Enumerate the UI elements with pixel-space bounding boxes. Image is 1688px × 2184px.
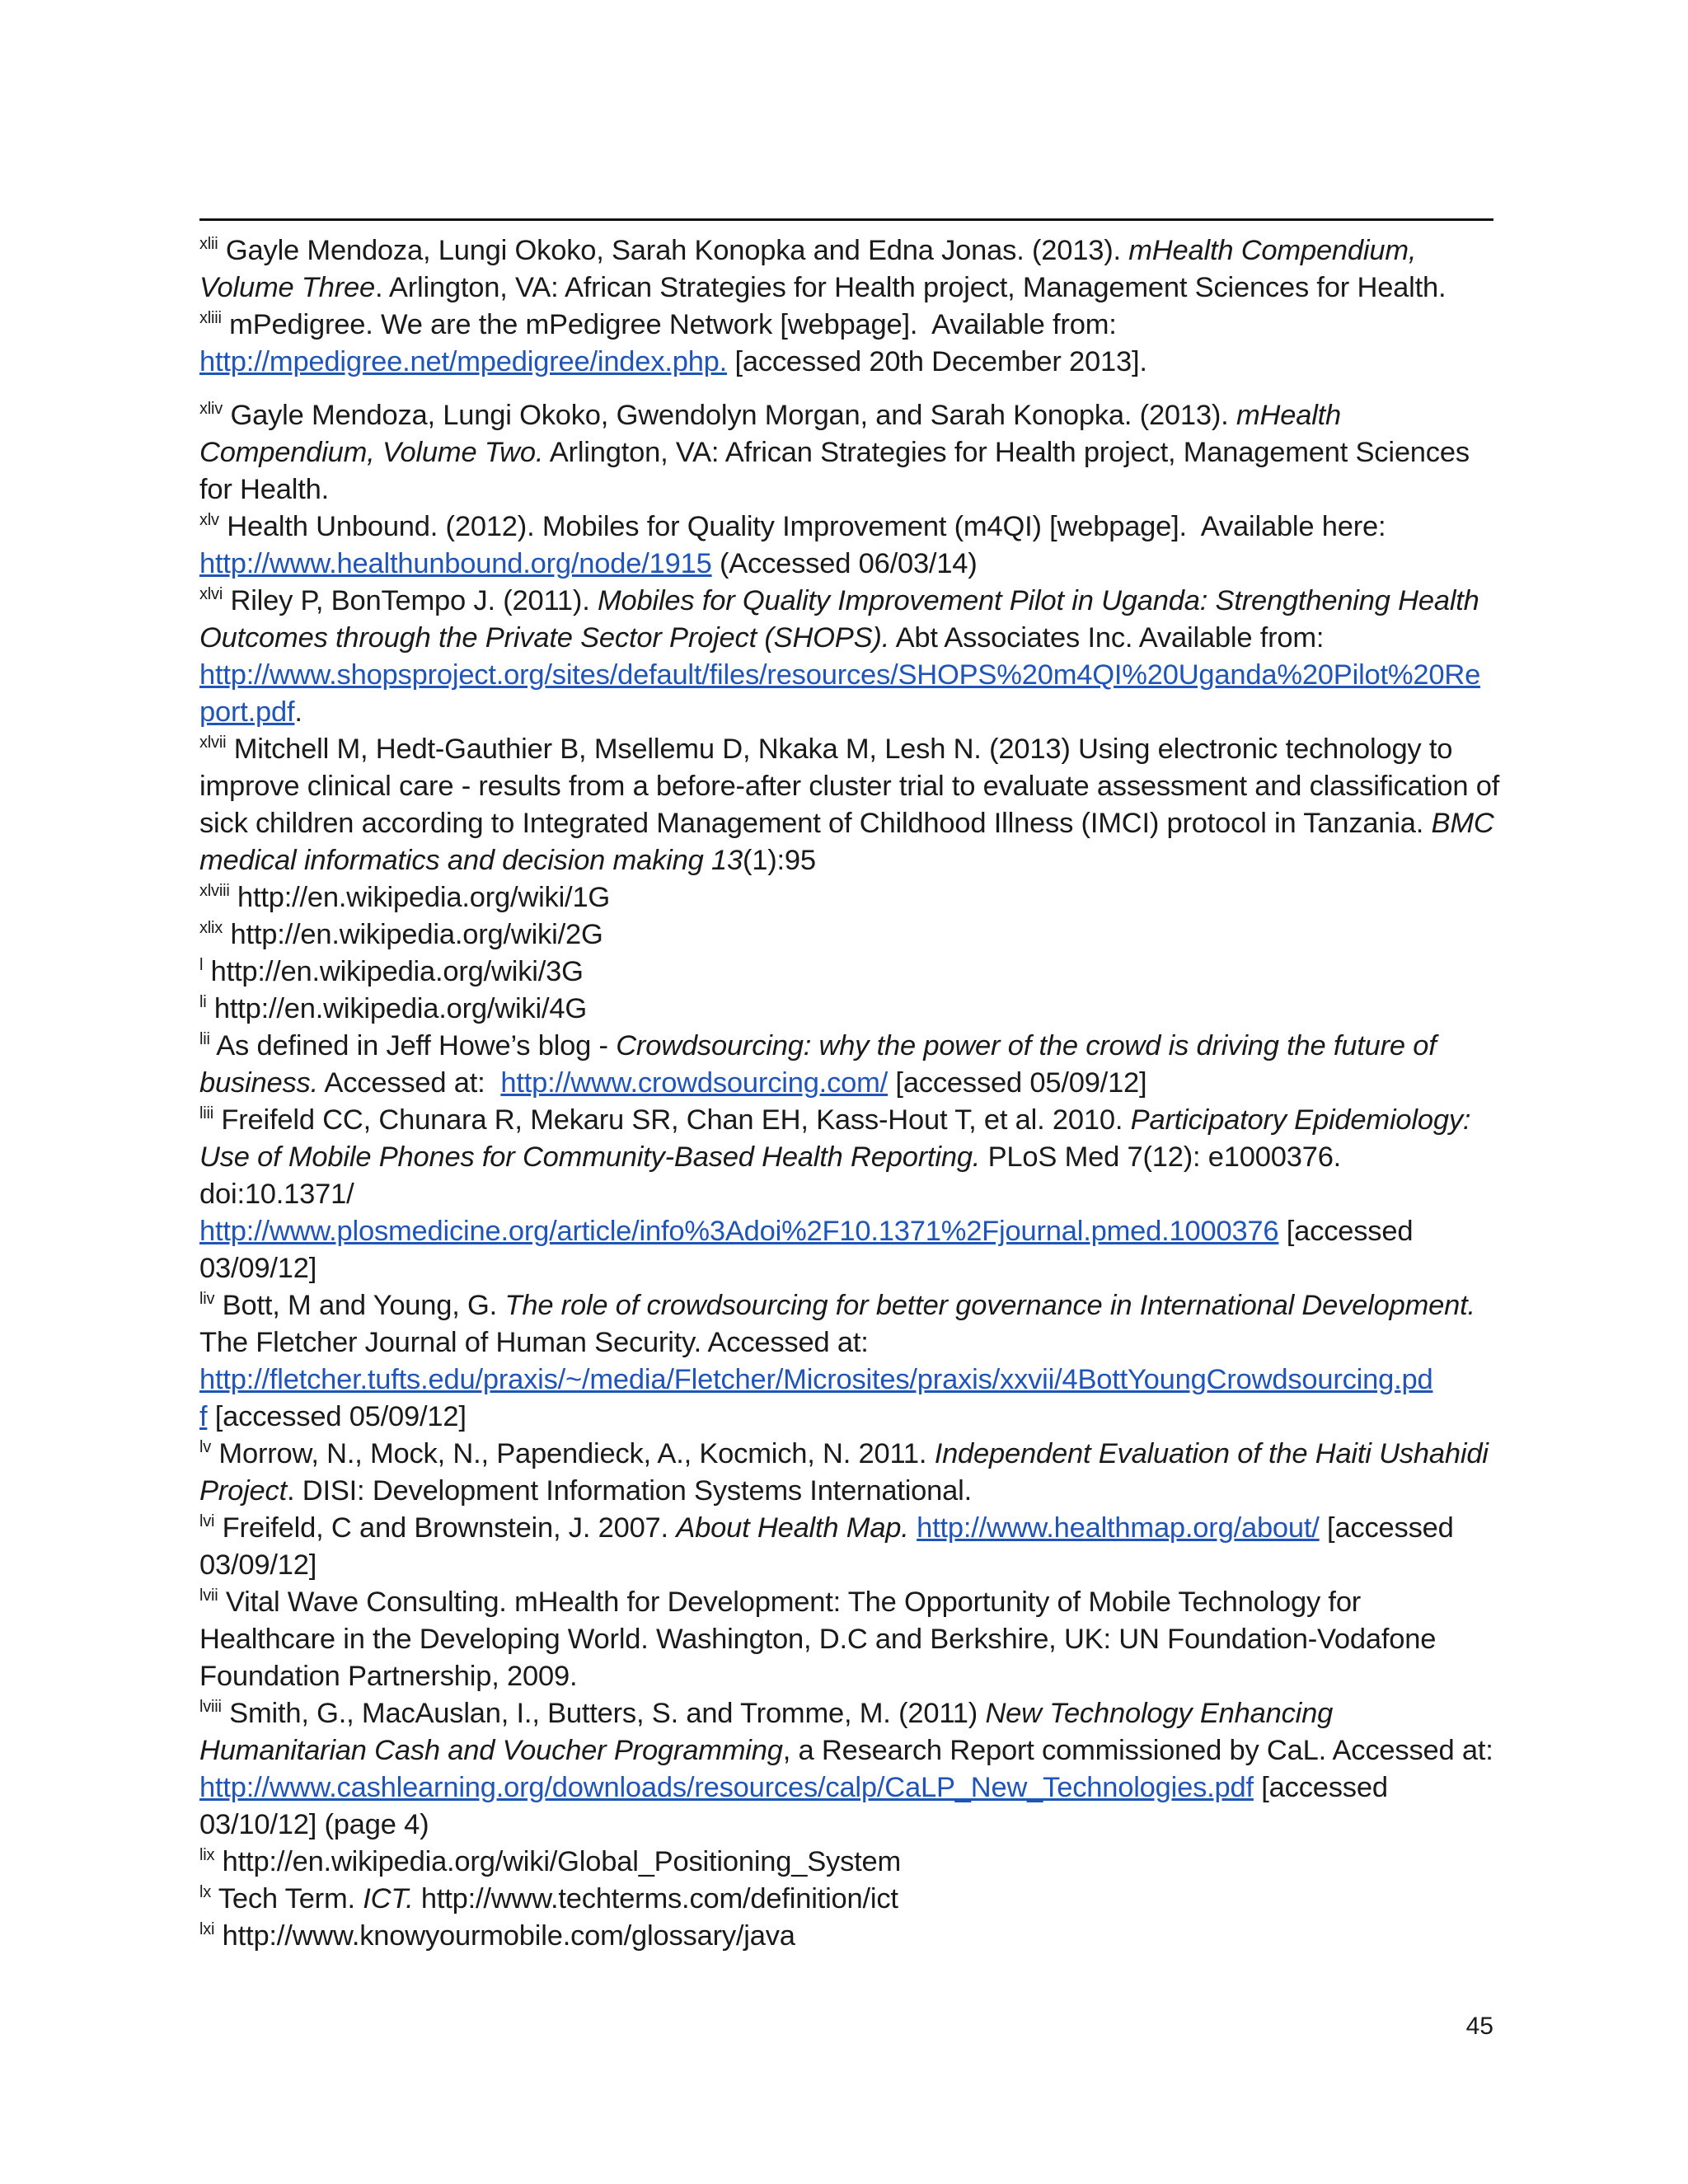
footnote-text: (1):95 (742, 845, 816, 876)
footnote-text: . DISI: Development Information Systems International. (286, 1475, 972, 1507)
footnote-text: , a Research Report commissioned by CaL. Accessed at: (782, 1735, 1501, 1766)
reference-link[interactable]: http://www.healthmap.org/about/ (917, 1512, 1320, 1544)
footnote-xlvii (199, 731, 1507, 879)
footnote-marker: lv (199, 1438, 212, 1456)
footnote-text: Freifeld, C and Brownstein, J. 2007. (214, 1512, 677, 1544)
footnote-marker: lii (199, 1030, 210, 1048)
footnote-marker: lxi (199, 1920, 215, 1938)
footnote-text: [accessed 05/09/12] (207, 1401, 467, 1432)
footnote-text: http://en.wikipedia.org/wiki/1G (229, 882, 611, 913)
footnote-text: Riley P, BonTempo J. (2011). (223, 585, 598, 616)
footnote-text: Tech Term. (211, 1883, 363, 1915)
footnote-text: Freifeld CC, Chunara R, Mekaru SR, Chan EH, Kass-Hout T, et al. 2010. (213, 1104, 1131, 1136)
footnote-li (199, 991, 1502, 1028)
footnote-text: Accessed at: (317, 1067, 501, 1099)
italic-title-text: Independent Evaluation of the Haiti Ushahidi Project (199, 1438, 1497, 1507)
footnote-text: http://www.techterms.com/definition/ict (413, 1883, 898, 1915)
footnote-lviii (199, 1695, 1502, 1844)
footnote-text: Arlington, VA: African Strategies for Health project, Management Sciences for Health. (199, 437, 1478, 505)
footnote-lv (199, 1436, 1502, 1510)
footnote-xlii (199, 232, 1502, 307)
footnote-xliv (199, 397, 1502, 509)
italic-title-text: Participatory Epidemiology: Use of Mobile Phones for Community-Based Health Reporting. (199, 1104, 1479, 1173)
italic-title-text: New Technology Enhancing Humanitarian Cash and Voucher Programming (199, 1698, 1341, 1766)
reference-link[interactable]: http://www.cashlearning.org/downloads/resources/calp/CaLP_New_Technologies.pdf (199, 1772, 1254, 1803)
footnote-text: Bott, M and Young, G. (214, 1290, 505, 1321)
footnote-xliii (199, 307, 1502, 381)
footnote-text: . Arlington, VA: African Strategies for Health project, Management Sciences for Health. (375, 272, 1447, 303)
italic-title-text: BMC medical informatics and decision making 13 (199, 808, 1502, 876)
footnote-xlix (199, 916, 1502, 954)
footnote-text: Mitchell M, Hedt-Gauthier B, Msellemu D, Nkaka M, Lesh N. (2013) Using electronic technology to improve clinical care - results from a before-after cluster trial to evaluate assessment and classification of sick children according to Integrated Management of Childhood Illness (IMCI) protocol in Tanzania. (199, 733, 1507, 839)
footnote-text: (Accessed 06/03/14) (711, 548, 978, 579)
reference-link[interactable]: port.pdf (199, 696, 295, 728)
footnote-liii (199, 1102, 1502, 1287)
italic-title-text: mHealth Compendium, Volume Two. (199, 400, 1349, 468)
footnote-xlviii (199, 879, 1502, 916)
footnote-xlvi (199, 583, 1502, 731)
footnote-marker: xlvii (199, 733, 227, 752)
italic-title-text: Mobiles for Quality Improvement Pilot in Uganda: Strengthening Health Outcomes through the Private Sector Project (SHOPS). (199, 585, 1488, 654)
footnote-marker: liii (199, 1104, 213, 1122)
footnote-text: As defined in Jeff Howe’s blog - (209, 1030, 617, 1062)
footnote-lix (199, 1844, 1502, 1881)
footnote-xlv (199, 509, 1502, 583)
footnote-marker: xliii (199, 309, 222, 327)
footnote-marker: xlvi (199, 585, 223, 603)
footnote-marker: xlviii (199, 882, 230, 900)
footnote-marker: li (199, 993, 207, 1011)
footnote-marker: lvi (199, 1512, 215, 1530)
footnote-lx (199, 1881, 1502, 1918)
italic-title-text: ICT. (363, 1883, 414, 1915)
reference-link[interactable]: http://www.plosmedicine.org/article/info%3Adoi%2F10.1371%2Fjournal.pmed.1000376 (199, 1216, 1279, 1247)
footnote-text: http://en.wikipedia.org/wiki/3G (203, 956, 584, 987)
footnote-marker: xlv (199, 511, 219, 529)
page-number: 45 (1465, 2013, 1493, 2040)
italic-title-text: mHealth Compendium, Volume Three (199, 235, 1424, 303)
footnote-lii (199, 1028, 1502, 1102)
footnote-text: Gayle Mendoza, Lungi Okoko, Sarah Konopka and Edna Jonas. (2013). (218, 235, 1129, 266)
footnote-text: The Fletcher Journal of Human Security. Accessed at: (199, 1290, 1483, 1358)
footnote-text: [accessed 05/09/12] (888, 1067, 1147, 1099)
footnote-text: mPedigree. We are the mPedigree Network [webpage]. Available from: (221, 309, 1125, 340)
footnote-text: http://en.wikipedia.org/wiki/Global_Positioning_System (214, 1846, 902, 1877)
italic-title-text: The role of crowdsourcing for better governance in International Development. (504, 1290, 1475, 1321)
italic-title-text: About Health Map. (676, 1512, 909, 1544)
reference-link[interactable]: http://www.healthunbound.org/node/1915 (199, 548, 712, 579)
footnote-l (199, 954, 1502, 991)
footnote-marker: lix (199, 1846, 215, 1864)
footnote-text: [accessed 03/09/12] (199, 1216, 1421, 1284)
reference-link[interactable]: http://mpedigree.net/mpedigree/index.php. (199, 346, 728, 377)
footnote-text: Gayle Mendoza, Lungi Okoko, Gwendolyn Morgan, and Sarah Konopka. (2013). (223, 400, 1236, 431)
footnote-marker: l (199, 956, 204, 974)
footnote-text: [accessed 03/10/12] (page 4) (199, 1772, 1396, 1840)
footnote-text: PLoS Med 7(12): e1000376. doi:10.1371/ (199, 1141, 1349, 1210)
footnote-marker: liv (199, 1290, 215, 1308)
footnote-text: [accessed 20th December 2013]. (727, 346, 1147, 377)
footnote-marker: lvii (199, 1586, 218, 1605)
footnote-text: Smith, G., MacAuslan, I., Butters, S. and Tromme, M. (2011) (221, 1698, 986, 1729)
reference-link[interactable]: http://fletcher.tufts.edu/praxis/~/media/Fletcher/Microsites/praxis/xxvii/4BottYoungCrowdsourcing.pd (199, 1364, 1433, 1395)
footnote-marker: xlii (199, 235, 218, 253)
footnote-text: Abt Associates Inc. Available from: (889, 622, 1332, 654)
footnote-liv (199, 1287, 1502, 1436)
footnote-text: http://en.wikipedia.org/wiki/2G (223, 919, 603, 950)
footnote-marker: xliv (199, 400, 223, 418)
footnote-marker: xlix (199, 919, 223, 937)
footnote-marker: lx (199, 1883, 212, 1901)
italic-title-text: Crowdsourcing: why the power of the crowd is driving the future of business. (199, 1030, 1445, 1099)
footnotes-list (199, 232, 1507, 1955)
footnote-lxi (199, 1918, 1502, 1955)
footnote-text: Morrow, N., Mock, N., Papendieck, A., Kocmich, N. 2011. (211, 1438, 935, 1469)
footnote-text (909, 1512, 917, 1544)
footnote-lvi (199, 1510, 1502, 1584)
footnote-separator-rule (199, 218, 1493, 221)
footnote-text: [accessed 03/09/12] (199, 1512, 1461, 1581)
reference-link[interactable]: http://www.crowdsourcing.com/ (500, 1067, 889, 1099)
footnote-marker: lviii (199, 1698, 222, 1716)
footnote-text: http://www.knowyourmobile.com/glossary/java (214, 1920, 795, 1952)
footnote-text: http://en.wikipedia.org/wiki/4G (206, 993, 587, 1024)
reference-link[interactable]: f (199, 1401, 208, 1432)
footnote-text: Vital Wave Consulting. mHealth for Development: The Opportunity of Mobile Technology for Healthcare in the Developing World. Washington, D.C and Berkshire, UK: UN Foundation-Vodafone Foundation Partnership, 2009. (199, 1586, 1444, 1692)
footnote-lvii (199, 1584, 1502, 1695)
reference-link[interactable]: http://www.shopsproject.org/sites/default/files/resources/SHOPS%20m4QI%20Uganda%20Pilot%20Re (199, 659, 1481, 691)
footnote-text: Health Unbound. (2012). Mobiles for Quality Improvement (m4QI) [webpage]. Available here: (218, 511, 1394, 542)
footnote-text: . (294, 696, 302, 728)
